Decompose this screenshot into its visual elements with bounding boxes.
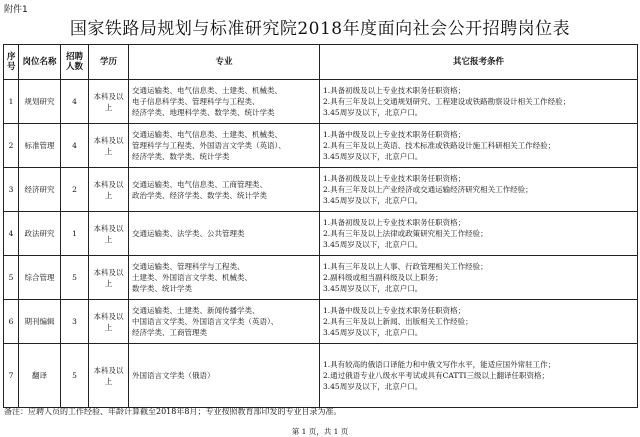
- cell-major: [129, 300, 320, 344]
- cell-major: [129, 80, 320, 124]
- annex-label: 附件1: [4, 5, 28, 15]
- cell-count: 4: [61, 124, 89, 168]
- cell-education: 本科及以上: [89, 168, 129, 212]
- requirement-line: 2.副科级或相当副科级及以上职务；: [323, 273, 443, 282]
- cell-major: [129, 124, 320, 168]
- requirement-line: 1.具有三年及以上人事、行政管理相关工作经验；: [323, 262, 488, 271]
- cell-count: 5: [61, 344, 89, 408]
- cell-position: 翻译: [19, 344, 61, 408]
- table-row: [4, 344, 638, 408]
- header-major: 专业: [129, 45, 320, 80]
- major-line: 交通运输类、土建类、新闻传播学类、: [132, 306, 260, 315]
- requirement-line: 3.45周岁及以下，北京户口。: [323, 328, 423, 337]
- page-title: 国家铁路局规划与标准研究院2018年度面向社会公开招聘岗位表: [69, 19, 571, 39]
- table-body: [4, 80, 638, 408]
- cell-count: 3: [61, 300, 89, 344]
- major-line: 交通运输类、电气信息类、工商管理类、: [132, 179, 267, 189]
- requirement-line: 1.具备初级及以上专业技术职务任职资格；: [323, 218, 466, 227]
- cell-count: 4: [61, 80, 89, 124]
- major-line: 电子信息科学类、管理科学与工程类、: [132, 97, 260, 106]
- cell-education: 本科及以上: [89, 124, 129, 168]
- cell-education: 本科及以上: [89, 344, 129, 408]
- requirement-line: 2.具有三年及以上英语、技术标准或铁路设计施工科研相关工作经验；: [323, 141, 556, 150]
- cell-education: 本科及以上: [89, 256, 129, 300]
- requirement-line: 1.具备中级及以上专业技术职务任职资格；: [323, 306, 466, 315]
- recruitment-table: [3, 44, 638, 408]
- cell-count: 5: [61, 256, 89, 300]
- cell-position: 政法研究: [19, 212, 61, 256]
- major-line: 交通运输类、管理科学与工程类、: [132, 262, 245, 271]
- requirement-line: 1.具备初级及以上专业技术职务任职资格；: [323, 174, 466, 183]
- cell-requirements: [320, 124, 638, 168]
- cell-major: [129, 168, 320, 212]
- requirement-line: 3.45周岁及以下，北京户口。: [323, 152, 423, 161]
- requirement-line: 2.通过俄语专业八级水平考试或具有CATTI三级以上翻译任职资格；: [323, 371, 550, 380]
- cell-major: [129, 256, 320, 300]
- cell-position: 综合管理: [19, 256, 61, 300]
- cell-major: [129, 344, 320, 408]
- footnote: 备注：应聘人员的工作经验、年龄计算截至2018年8月；专业按照教育部印发的专业目录为准。: [4, 407, 342, 416]
- table-row: [4, 168, 638, 212]
- table-row: [4, 212, 638, 256]
- cell-requirements: [320, 344, 638, 408]
- major-line: 中国语言文学类、外国语言文学类（英语）、: [132, 317, 279, 326]
- cell-position: 规划研究: [19, 80, 61, 124]
- cell-seq: 2: [4, 124, 19, 168]
- cell-seq: 3: [4, 168, 19, 212]
- requirement-line: 2.具有三年及以上法律或政策研究相关工作经验；: [323, 229, 488, 238]
- requirement-line: 3.45周岁及以下，北京户口。: [323, 284, 423, 293]
- major-line: 管理科学与工程类、外国语言文学类（英语）、: [132, 141, 286, 150]
- major-line: 经济学类、数学类、统计学类: [132, 152, 230, 161]
- major-line: 经济学类、工商管理类: [132, 328, 207, 337]
- header-count: 招聘人数: [61, 45, 89, 80]
- requirement-line: 2.具有三年及以上交通规划研究、工程建设或铁路勘察设计相关工作经验；: [323, 97, 571, 106]
- cell-position: 标准管理: [19, 124, 61, 168]
- cell-count: 2: [61, 168, 89, 212]
- cell-education: 本科及以上: [89, 300, 129, 344]
- table-row: [4, 124, 638, 168]
- cell-position: 经济研究: [19, 168, 61, 212]
- cell-education: 本科及以上: [89, 80, 129, 124]
- cell-seq: 6: [4, 300, 19, 344]
- header-education: 学历: [89, 45, 129, 80]
- major-line: 经济学类、地理科学类、数学类、统计学类: [132, 108, 275, 117]
- cell-position: 期刊编辑: [19, 300, 61, 344]
- table-row: [4, 80, 638, 124]
- cell-requirements: [320, 256, 638, 300]
- cell-requirements: [320, 300, 638, 344]
- header-requirements: 其它报考条件: [320, 45, 638, 80]
- table-row: [4, 300, 638, 344]
- header-position: 岗位名称: [19, 45, 61, 80]
- major-line: 数学类、统计学类: [132, 284, 192, 293]
- header-seq: 序号: [4, 45, 19, 80]
- requirement-line: 1.具备中级及以上专业技术职务任职资格；: [323, 130, 466, 139]
- cell-seq: 4: [4, 212, 19, 256]
- major-line: 交通运输类、法学类、公共管理类: [132, 229, 245, 238]
- major-line: 土建类、外国语言文学类、机械类、: [132, 273, 252, 282]
- cell-count: 1: [61, 212, 89, 256]
- requirement-line: 3.45周岁及以下，北京户口。: [323, 196, 423, 205]
- cell-requirements: [320, 80, 638, 124]
- requirement-line: 1.具备初级及以上专业技术职务任职资格；: [323, 86, 466, 95]
- requirement-line: 1.具有较高的俄语口译能力和中俄文写作水平，能适应国外常驻工作；: [323, 360, 556, 369]
- page-number: 第 1 页，共 1 页: [291, 427, 349, 436]
- cell-seq: 1: [4, 80, 19, 124]
- cell-education: 本科及以上: [89, 212, 129, 256]
- cell-seq: 7: [4, 344, 19, 408]
- major-line: 交通运输类、电气信息类、土建类、机械类、: [132, 86, 282, 95]
- requirement-line: 3.45周岁及以下，北京户口。: [323, 240, 423, 249]
- cell-requirements: [320, 168, 638, 212]
- requirement-line: 2.具有三年及以上产业经济或交通运输经济研究相关工作经验；: [323, 185, 533, 194]
- major-line: 外国语言文学类（俄语）: [132, 371, 215, 380]
- table-row: [4, 256, 638, 300]
- requirement-line: 3.45周岁及以下，北京户口。: [323, 108, 423, 117]
- requirement-line: 3.45周岁及以下，北京户口。: [323, 382, 423, 391]
- cell-requirements: [320, 212, 638, 256]
- major-line: 政治学类、经济学类、数学类、统计学类: [132, 190, 267, 200]
- major-line: 交通运输类、电气信息类、土建类、机械类、: [132, 130, 282, 139]
- cell-seq: 5: [4, 256, 19, 300]
- requirement-line: 2.具有三年及以上新闻、出版相关工作经验；: [323, 317, 473, 326]
- cell-major: [129, 212, 320, 256]
- table-header-row: [4, 45, 638, 80]
